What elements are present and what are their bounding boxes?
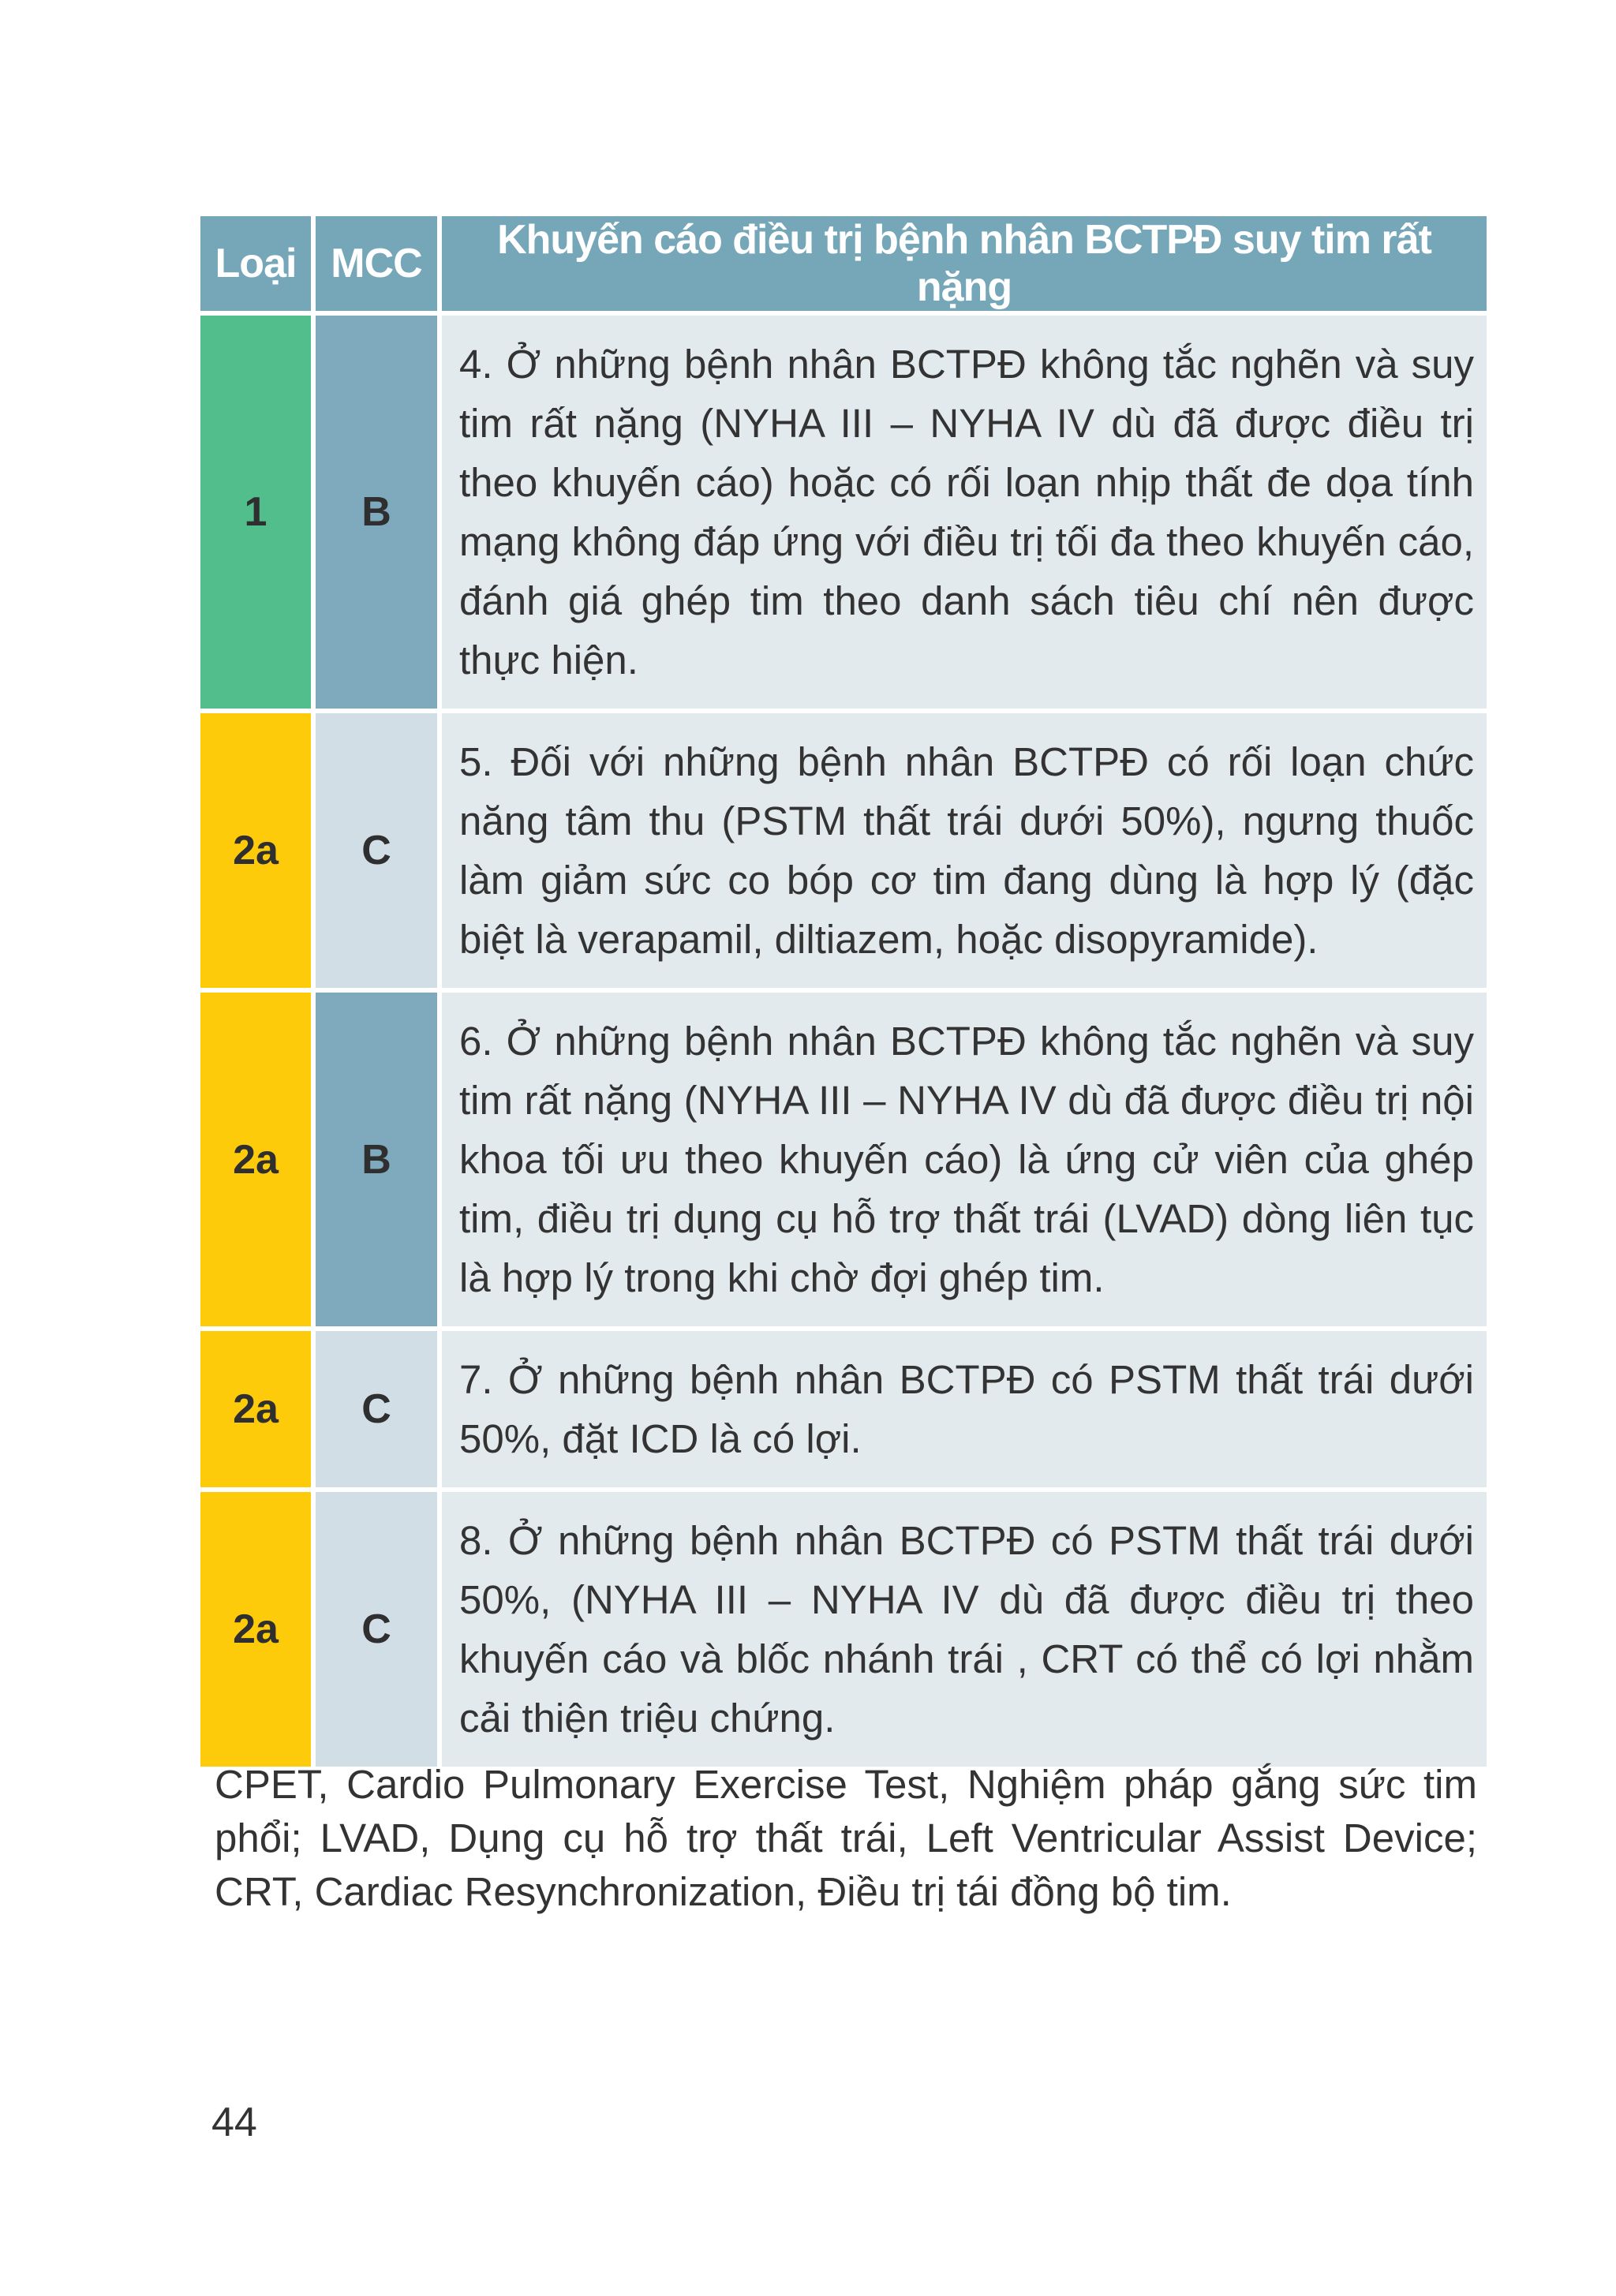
- table-header-row: [200, 216, 1487, 311]
- class-cell: 2a: [200, 1492, 311, 1767]
- table-row: [200, 1492, 1487, 1767]
- class-cell: 2a: [200, 993, 311, 1326]
- page-number: 44: [211, 2100, 257, 2145]
- recommendation-cell: 8. Ở những bệnh nhân BCTPĐ có PSTM thất trái dưới 50%, (NYHA III – NYHA IV dù đã được điều trị theo khuyến cáo và blốc nhánh trái , CRT có thể có lợi nhằm cải thiện triệu chứng.: [442, 1492, 1487, 1767]
- recommendation-cell: 4. Ở những bệnh nhân BCTPĐ không tắc nghẽn và suy tim rất nặng (NYHA III – NYHA IV dù đã được điều trị theo khuyến cáo) hoặc có rối loạn nhịp thất đe dọa tính mạng không đáp ứng với điều trị tối đa theo khuyến cáo, đánh giá ghép tim theo danh sách tiêu chí nên được thực hiện.: [442, 316, 1487, 709]
- class-cell: 2a: [200, 713, 311, 988]
- loe-cell: C: [316, 1331, 437, 1487]
- recommendation-cell: 5. Đối với những bệnh nhân BCTPĐ có rối loạn chức năng tâm thu (PSTM thất trái dưới 50%), ngưng thuốc làm giảm sức co bóp cơ tim đang dùng là hợp lý (đặc biệt là verapamil, diltiazem, hoặc disopyramide).: [442, 713, 1487, 988]
- table-row: [200, 713, 1487, 988]
- table-row: [200, 1331, 1487, 1487]
- header-recommendation: Khuyến cáo điều trị bệnh nhân BCTPĐ suy tim rất nặng: [442, 216, 1487, 311]
- table-row: [200, 316, 1487, 709]
- header-loe: MCC: [316, 216, 437, 311]
- header-class: Loại: [200, 216, 311, 311]
- recommendation-table: [196, 211, 1491, 1771]
- loe-cell: C: [316, 713, 437, 988]
- loe-cell: B: [316, 316, 437, 709]
- class-cell: 2a: [200, 1331, 311, 1487]
- loe-cell: C: [316, 1492, 437, 1767]
- class-cell: 1: [200, 316, 311, 709]
- abbreviation-footnote: CPET, Cardio Pulmonary Exercise Test, Nghiệm pháp gắng sức tim phổi; LVAD, Dụng cụ hỗ trợ thất trái, Left Ventricular Assist Device; CRT, Cardiac Resynchronization, Điều trị tái đồng bộ tim.: [215, 1762, 1477, 1914]
- recommendation-cell: 6. Ở những bệnh nhân BCTPĐ không tắc nghẽn và suy tim rất nặng (NYHA III – NYHA IV dù đã được điều trị nội khoa tối ưu theo khuyến cáo) là ứng cử viên của ghép tim, điều trị dụng cụ hỗ trợ thất trái (LVAD) dòng liên tục là hợp lý trong khi chờ đợi ghép tim.: [442, 993, 1487, 1326]
- recommendation-cell: 7. Ở những bệnh nhân BCTPĐ có PSTM thất trái dưới 50%, đặt ICD là có lợi.: [442, 1331, 1487, 1487]
- loe-cell: B: [316, 993, 437, 1326]
- table-row: [200, 993, 1487, 1326]
